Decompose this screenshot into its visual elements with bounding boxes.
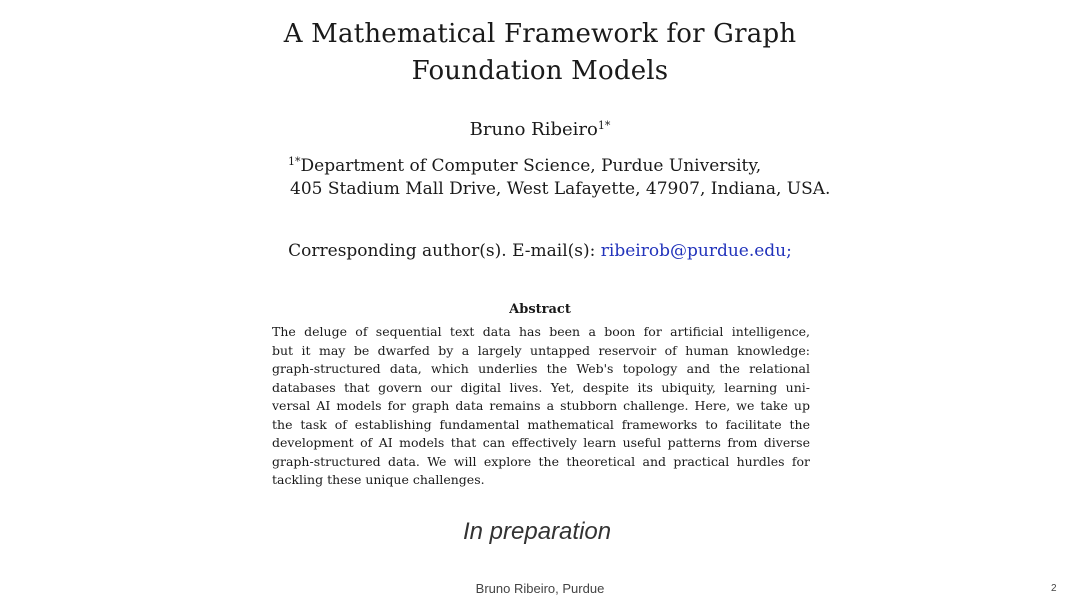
affiliation-department: Department of Computer Science, Purdue University, [300,156,762,176]
affiliation-marker: 1* [288,155,301,168]
abstract-line: development of AI models that can effectively learn useful patterns from diverse [272,435,810,450]
abstract-line: graph-structured data, which underlies the Web's topology and the relational [272,361,810,376]
abstract-line: but it may be dwarfed by a largely untapped reservoir of human knowledge: [272,342,810,358]
corresponding-label: Corresponding author(s). E-mail(s): [288,241,596,261]
author-email-link[interactable]: ribeirob@purdue.edu; [600,241,792,261]
paper-title-line-2: Foundation Models [411,56,669,86]
paper-title-line-1: A Mathematical Framework for Graph [283,19,797,49]
author-marker: 1* [597,119,611,132]
abstract-line: tackling these unique challenges. [272,472,485,487]
affiliation-line-2: 405 Stadium Mall Drive, West Lafayette, 47907, Indiana, USA. [290,179,831,199]
abstract-line: the task of establishing fundamental mathematical frameworks to facilitate the [272,416,810,432]
author-name: Bruno Ribeiro [469,119,598,140]
status-caption: In preparation [463,518,612,545]
abstract-line: The deluge of sequential text data has been a boon for artificial intelligence, [272,324,810,339]
abstract-line: graph-structured data. We will explore the theoretical and practical hurdles for [272,453,810,469]
author [0,118,1080,142]
page-number: 2 [1051,583,1057,594]
abstract-line: databases that govern our digital lives. Yet, despite its ubiquity, learning uni- [272,379,810,395]
slide-footer: Bruno Ribeiro, Purdue [475,581,605,596]
abstract-heading: Abstract [509,302,571,317]
affiliation-line-1 [288,155,761,177]
abstract-line: versal AI models for graph data remains a stubborn challenge. Here, we take up [272,398,810,413]
corresponding-author [0,240,1080,262]
abstract-body [272,323,810,490]
